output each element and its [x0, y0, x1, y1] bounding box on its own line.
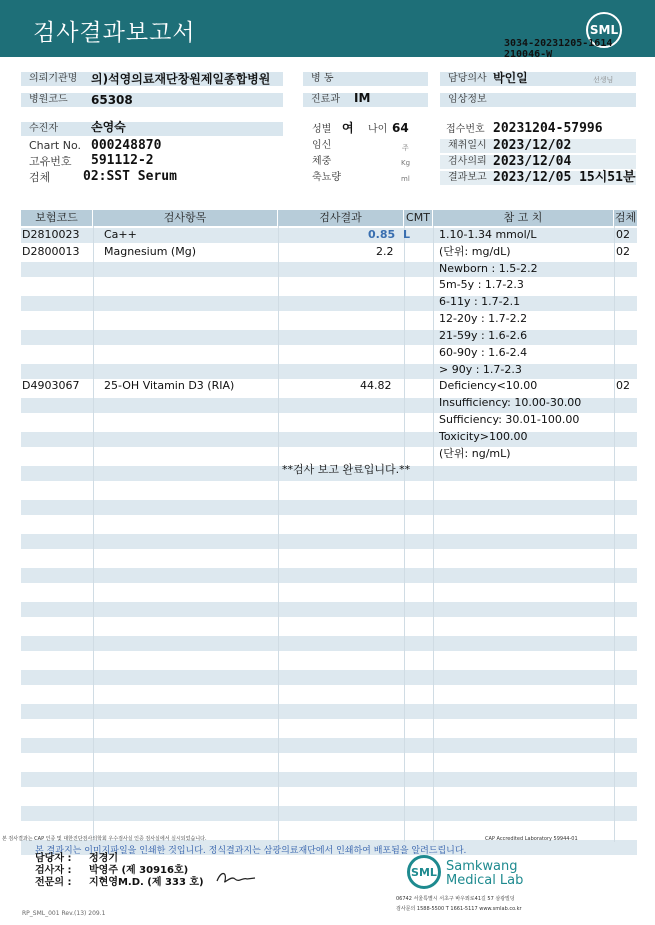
column-divider	[278, 226, 279, 842]
reference-line: Toxicity>100.00	[439, 430, 528, 443]
reference-line: Sufficiency: 30.01-100.00	[439, 413, 580, 426]
document-title: 검사결과보고서	[33, 20, 196, 46]
row2-code: D2800013	[22, 245, 80, 258]
th-test-item: 검사항목	[93, 210, 278, 226]
row2-specimen: 02	[616, 245, 630, 258]
reference-line: Insufficiency: 10.00-30.00	[439, 396, 582, 409]
contact-line: 검사문의 1588-5500 T 1661-5117 www.smlab.co.kr	[396, 906, 522, 912]
table-stripe	[21, 636, 637, 651]
sex-label: 성별	[312, 124, 332, 135]
print-notice: 본 결과지는 이미지파일을 인쇄한 것입니다. 정식결과지는 삼광의료재단에서 인쇄하여 배포됨을 알려드립니다.	[35, 846, 467, 856]
th-specimen: 검체	[614, 211, 637, 224]
table-stripe	[21, 296, 637, 311]
completion-message: **검사 보고 완료입니다.**	[282, 463, 411, 476]
row3-item: 25-OH Vitamin D3 (RIA)	[104, 379, 235, 392]
ward-label: 병 동	[303, 72, 428, 86]
table-stripe	[21, 330, 637, 345]
table-stripe	[21, 364, 637, 379]
table-stripe	[21, 568, 637, 583]
sex-value: 여	[342, 121, 354, 135]
reference-line: > 90y : 1.7-2.3	[439, 363, 522, 376]
table-stripe	[21, 704, 637, 719]
pregnancy-label: 임신	[312, 140, 332, 151]
dept-label: 진료과	[303, 93, 428, 107]
row1-item: Ca++	[104, 228, 137, 241]
brand-name: Samkwang Medical Lab	[446, 859, 524, 888]
weight-unit: Kg	[401, 159, 411, 167]
hospital-code-label: 병원코드	[21, 93, 283, 107]
reference-line: 6-11y : 1.7-2.1	[439, 295, 521, 308]
table-stripe	[21, 670, 637, 685]
result-report-label: 결과보고	[440, 171, 636, 185]
specialist-value: 지현영M.D. (제 333 호)	[89, 877, 204, 888]
table-stripe	[21, 534, 637, 549]
certification-note: 본 검사결과는 CAP 인증 및 대한진단검사의학회 우수검사실 인증 검사실에서 실시되었습니다.	[2, 836, 207, 842]
reference-line: 5m-5y : 1.7-2.3	[439, 278, 524, 291]
age-value: 64	[392, 121, 409, 135]
reference-line: 1.10-1.34 mmol/L	[439, 228, 537, 241]
age-label: 나이	[368, 124, 388, 135]
request-value: 2023/12/04	[493, 154, 572, 169]
table-stripe	[21, 602, 637, 617]
row2-result: 2.2	[376, 245, 394, 258]
reference-line: Newborn : 1.5-2.2	[439, 262, 538, 275]
column-divider	[433, 226, 434, 842]
tester-label: 검사자 :	[35, 865, 72, 876]
table-stripe	[21, 432, 637, 447]
urine-unit: ml	[401, 175, 410, 183]
row3-code: D4903067	[22, 379, 80, 392]
th-insurance-code: 보험코드	[21, 210, 93, 226]
column-divider	[614, 226, 615, 842]
tester-value: 박영주 (제 30916호)	[89, 865, 189, 876]
cap-note: CAP Accredited Laboratory 59944-01	[485, 836, 578, 842]
address-line: 06742 서울특별시 서초구 바우뫼로41길 57 삼광빌딩	[396, 896, 515, 902]
result-report-value: 2023/12/05 15시51분	[493, 170, 636, 185]
pregnancy-unit: 주	[402, 144, 409, 152]
hospital-code-value: 65308	[91, 93, 133, 107]
reference-line: Deficiency<10.00	[439, 379, 538, 392]
collect-label: 채취일시	[440, 139, 636, 153]
table-stripe	[21, 806, 637, 821]
report-number: 3034-20231205-1614 210046-W	[504, 38, 613, 60]
sml-logo-icon: SML	[586, 12, 622, 48]
reference-line: (단위: mg/dL)	[439, 245, 511, 258]
id-no-value: 591112-2	[91, 153, 154, 168]
specialist-label: 전문의 :	[35, 877, 72, 888]
doctor-label: 담당의사	[440, 72, 636, 86]
doctor-suffix: 선생님	[593, 76, 614, 84]
th-reference: 참 고 치	[433, 210, 614, 226]
row1-result: 0.85	[368, 228, 396, 241]
row3-specimen: 02	[616, 379, 630, 392]
receipt-value: 20231204-57996	[493, 121, 603, 136]
doctor-value: 박인일	[493, 71, 528, 85]
reference-line: (단위: ng/mL)	[439, 447, 511, 460]
clinical-info-label: 임상정보	[440, 93, 636, 107]
manager-value: 정경기	[89, 853, 118, 864]
table-stripe	[21, 772, 637, 787]
row2-item: Magnesium (Mg)	[104, 245, 196, 258]
weight-label: 체중	[312, 156, 332, 167]
reference-line: 60-90y : 1.6-2.4	[439, 346, 528, 359]
row3-result: 44.82	[360, 379, 392, 392]
th-test-result: 검사결과	[278, 210, 404, 226]
form-id: RP_SML_001 Rev.(13) 209.1	[22, 910, 106, 917]
th-cmt: CMT	[404, 210, 433, 226]
table-stripe	[21, 262, 637, 277]
collect-value: 2023/12/02	[493, 138, 572, 153]
sml-footer-logo-icon: SML	[407, 855, 441, 889]
chart-no-label: Chart No.	[29, 139, 81, 152]
specimen-label: 검체	[29, 171, 51, 184]
dept-value: IM	[354, 91, 371, 105]
request-label: 검사의뢰	[440, 155, 636, 169]
institution-value: 의)석영의료재단창원제일종합병원	[91, 72, 271, 86]
urine-label: 축뇨량	[312, 172, 341, 183]
column-divider	[93, 226, 94, 842]
chart-no-value: 000248870	[91, 138, 162, 153]
manager-label: 담당자 :	[35, 853, 72, 864]
receipt-label: 접수번호	[446, 124, 485, 135]
reference-line: 12-20y : 1.7-2.2	[439, 312, 528, 325]
signature-mark	[213, 869, 257, 887]
specimen-value: 02:SST Serum	[83, 169, 177, 184]
patient-label: 수진자	[21, 122, 283, 136]
column-divider	[404, 226, 405, 842]
reference-line: 21-59y : 1.6-2.6	[439, 329, 528, 342]
table-stripe	[21, 738, 637, 753]
table-stripe	[21, 500, 637, 515]
patient-name: 손영숙	[91, 120, 126, 134]
institution-label: 의뢰기관명	[21, 72, 283, 86]
row1-flag: L	[403, 228, 411, 241]
row1-specimen: 02	[616, 228, 630, 241]
row1-code: D2810023	[22, 228, 80, 241]
id-no-label: 고유번호	[29, 155, 72, 168]
